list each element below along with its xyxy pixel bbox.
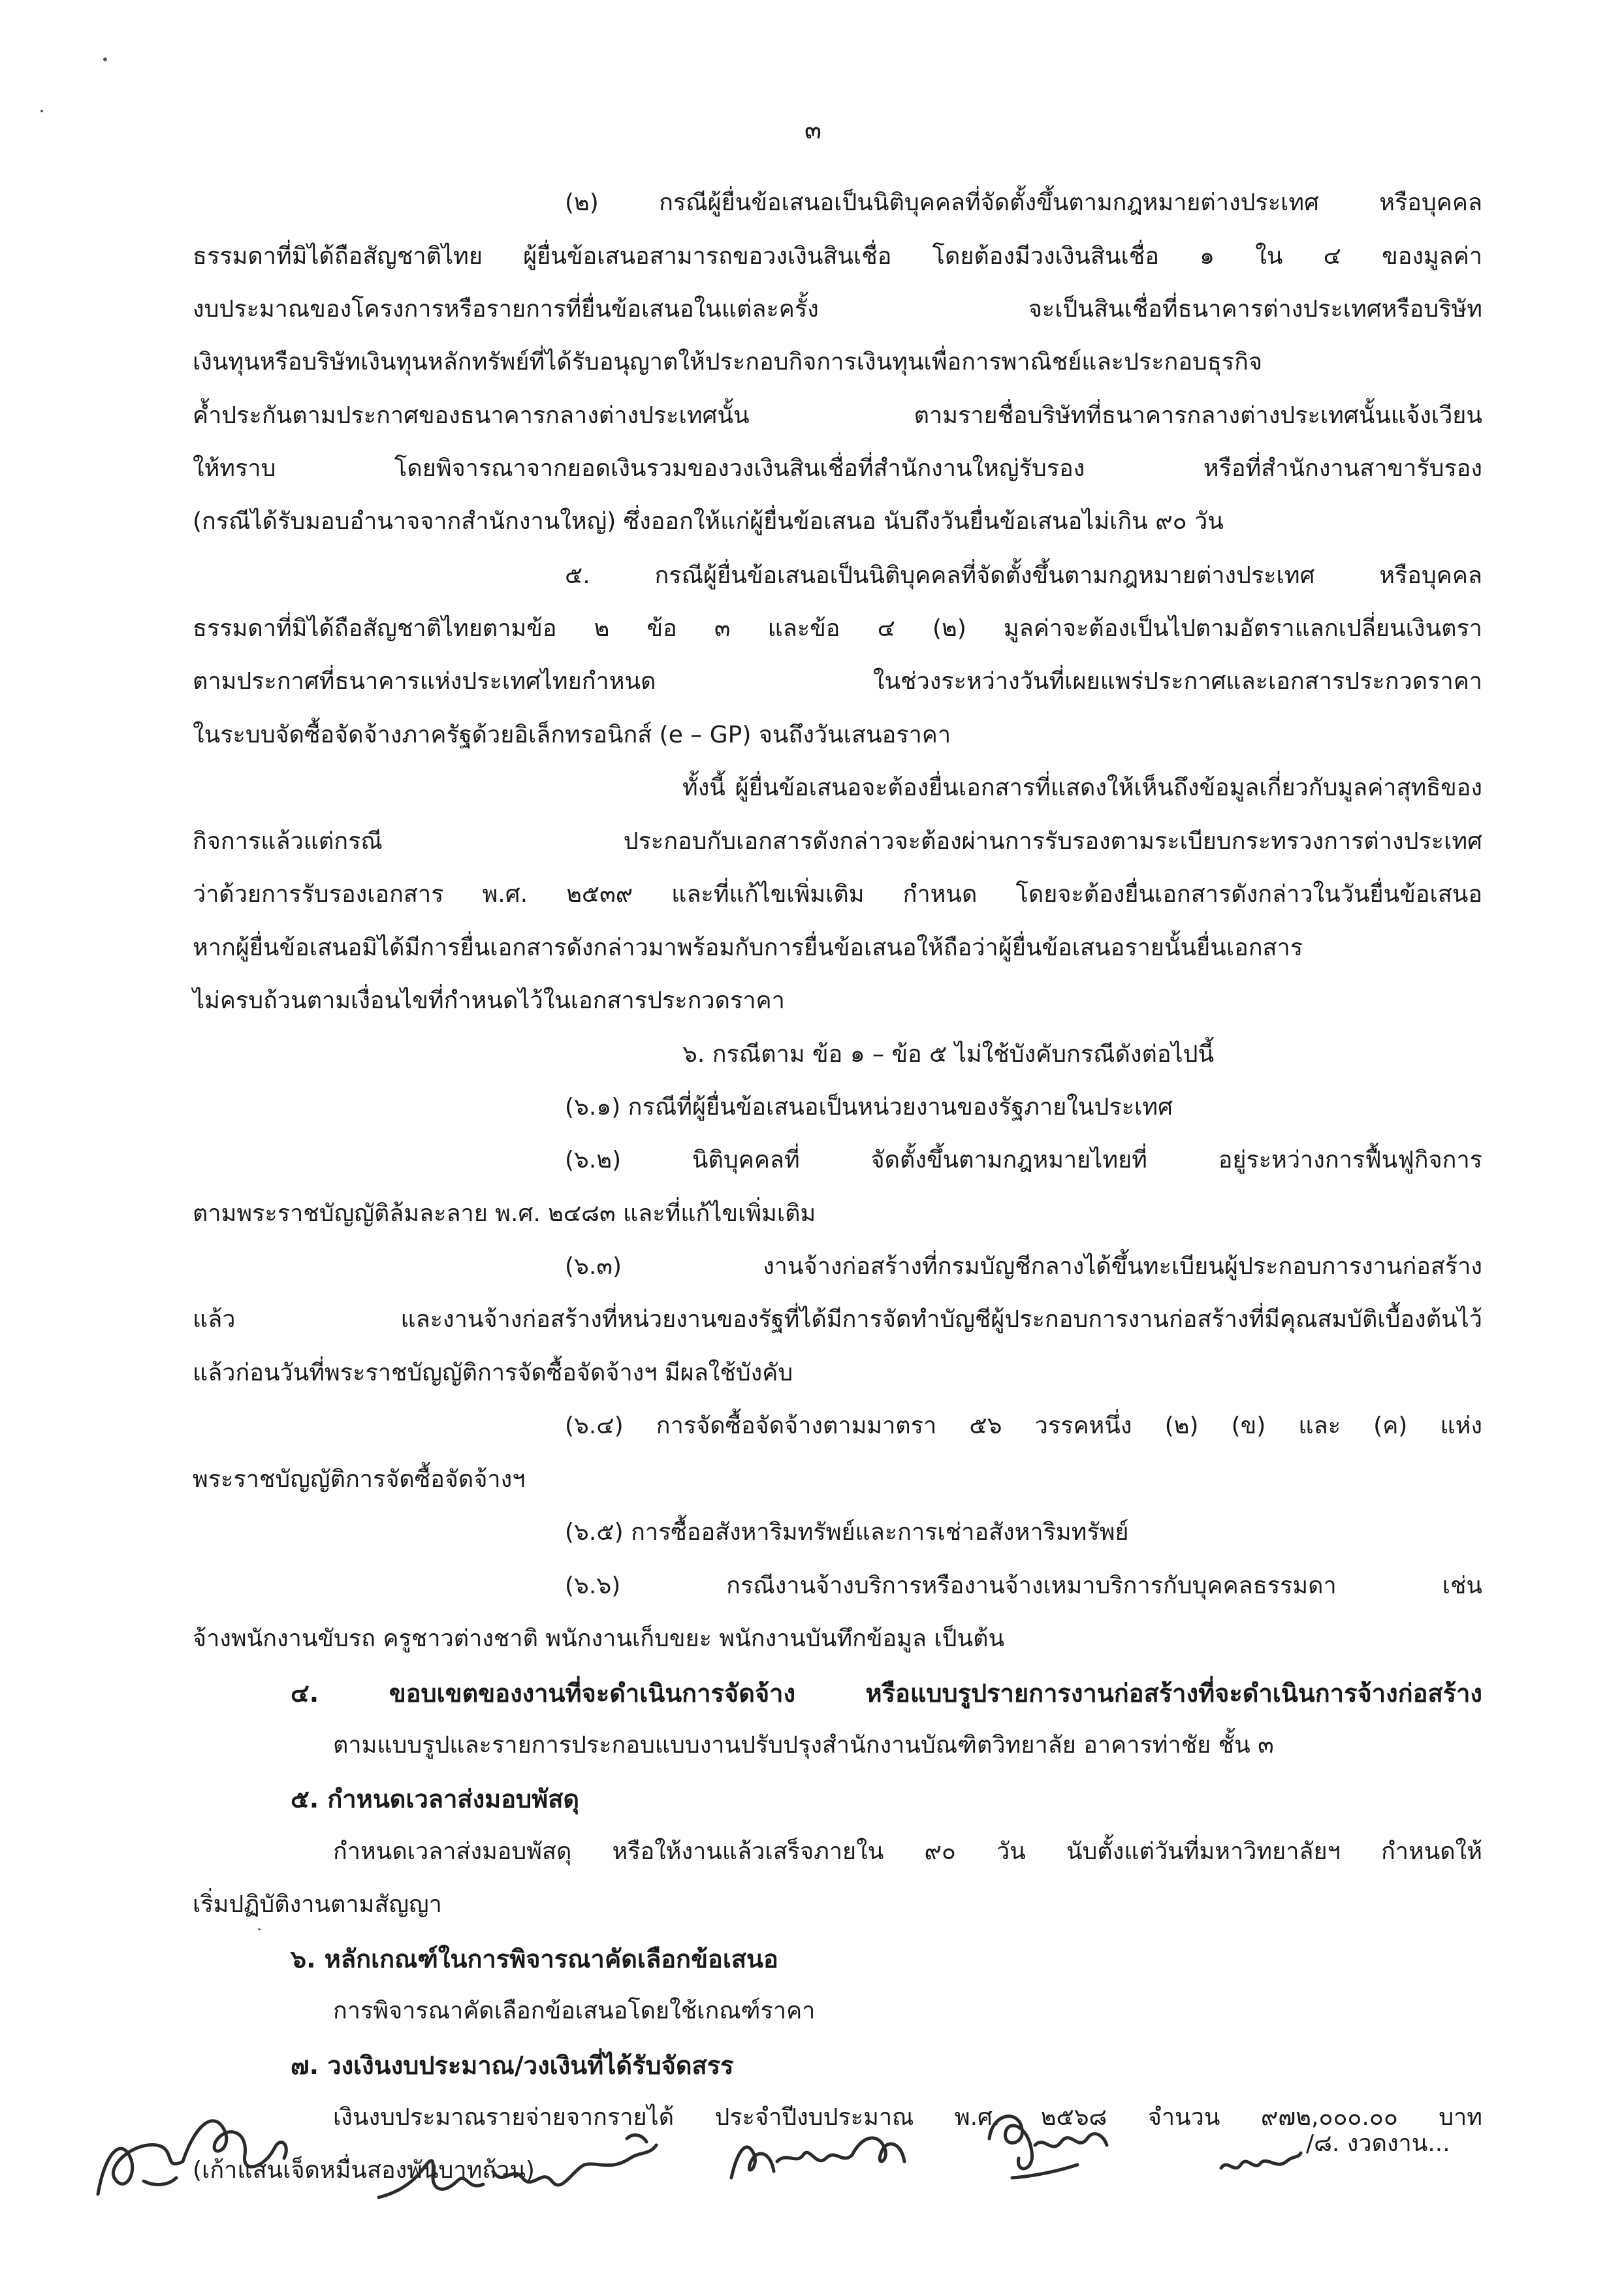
text-line: กำหนดเวลาส่งมอบพัสดุ หรือให้งานแล้วเสร็จภายใน ๙๐ วัน นับตั้งแต่วันที่มหาวิทยาลัยฯ กำหนดให้ — [333, 1838, 1482, 1865]
text-line: ตามประกาศที่ธนาคารแห่งประเทศไทยกำหนด ในช่วงระหว่างวันที่เผยแพร่ประกาศและเอกสารประกวดราคา — [193, 668, 1482, 695]
text-line: แล้วก่อนวันที่พระราชบัญญัติการจัดซื้อจัดจ้างฯ มีผลใช้บังคับ — [193, 1360, 793, 1386]
text-line: (๒) กรณีผู้ยื่นข้อเสนอเป็นนิติบุคคลที่จัดตั้งขึ้นตามกฎหมายต่างประเทศ หรือบุคคล — [565, 189, 1482, 216]
signature-2 — [369, 2126, 663, 2217]
text-line: ทั้งนี้ ผู้ยื่นข้อเสนอจะต้องยื่นเอกสารที่แสดงให้เห็นถึงข้อมูลเกี่ยวกับมูลค่าสุทธิของ — [682, 774, 1482, 801]
text-line: ๖. กรณีตาม ข้อ ๑ – ข้อ ๕ ไม่ใช้บังคับกรณีดังต่อไปนี้ — [682, 1041, 1215, 1068]
signature-3 — [718, 2116, 914, 2194]
text-line: ไม่ครบถ้วนตามเงื่อนไขที่กำหนดไว้ในเอกสารประกวดราคา — [193, 987, 785, 1014]
signature-5 — [1215, 2139, 1306, 2184]
signature-1 — [85, 2096, 300, 2207]
text-line: การพิจารณาคัดเลือกข้อเสนอโดยใช้เกณฑ์ราคา — [333, 1998, 816, 2024]
text-line: (๖.๔) การจัดซื้อจัดจ้างตามมาตรา ๕๖ วรรคหนึ่ง (๒) (ข) และ (ค) แห่ง — [565, 1412, 1482, 1439]
scan-speck — [103, 57, 107, 61]
text-line: จ้างพนักงานขับรถ ครูชาวต่างชาติ พนักงานเก็บขยะ พนักงานบันทึกข้อมูล เป็นต้น — [193, 1625, 1005, 1652]
text-line: ตามแบบรูปและรายการประกอบแบบงานปรับปรุงสำนักงานบัณฑิตวิทยาลัย อาคารท่าชัย ชั้น ๓ — [333, 1732, 1274, 1759]
continuation-note: /๘. งวดงาน... — [1306, 2130, 1450, 2157]
text-line: เงินทุนหรือบริษัทเงินทุนหลักทรัพย์ที่ได้รับอนุญาตให้ประกอบกิจการเงินทุนเพื่อการพาณิชย์และประกอบธุรกิจ — [193, 349, 1263, 375]
text-line: ค้ำประกันตามประกาศของธนาคารกลางต่างประเทศนั้น ตามรายชื่อบริษัทที่ธนาคารกลางต่างประเทศนั้นแจ้งเวียน — [193, 402, 1482, 429]
section-heading: ๔. ขอบเขตของงานที่จะดำเนินการจัดจ้าง หรือแบบรูปรายการงานก่อสร้างที่จะดำเนินการจ้างก่อสร้าง — [291, 1679, 1482, 1708]
text-line: ว่าด้วยการรับรองเอกสาร พ.ศ. ๒๕๓๙ และที่แก้ไขเพิ่มเติม กำหนด โดยจะต้องยื่นเอกสารดังกล่าวในวันยื่นข้อเสนอ — [193, 881, 1482, 908]
text-line: ธรรมดาที่มิได้ถือสัญชาติไทยตามข้อ ๒ ข้อ ๓ และข้อ ๔ (๒) มูลค่าจะต้องเป็นไปตามอัตราแลกเปลี่ยนเงินตรา — [193, 615, 1482, 642]
text-line: เงินงบประมาณรายจ่ายจากรายได้ ประจำปีงบประมาณ พ.ศ. ๒๕๖๘ จำนวน ๙๗๒,๐๐๐.๐๐ บาท — [333, 2104, 1482, 2131]
text-line: (เก้าแสนเจ็ดหมื่นสองพันบาทถ้วน) — [193, 2157, 535, 2184]
scan-speck — [40, 110, 43, 112]
text-line: (๖.๕) การซื้ออสังหาริมทรัพย์และการเช่าอสังหาริมทรัพย์ — [565, 1519, 1129, 1546]
text-line: กิจการแล้วแต่กรณี ประกอบกับเอกสารดังกล่าวจะต้องผ่านการรับรองตามระเบียบกระทรวงการต่างประเทศ — [193, 828, 1482, 855]
scan-speck — [258, 1928, 261, 1930]
text-line: แล้ว และงานจ้างก่อสร้างที่หน่วยงานของรัฐที่ได้มีการจัดทำบัญชีผู้ประกอบการงานก่อสร้างที่มีคุณสมบัติเบื้องต้นไว้ — [193, 1306, 1482, 1333]
text-line: ธรรมดาที่มิได้ถือสัญชาติไทย ผู้ยื่นข้อเสนอสามารถขอวงเงินสินเชื่อ โดยต้องมีวงเงินสินเชื่อ ๑ ใน ๔ ของมูลค่า — [193, 243, 1482, 270]
text-line: ในระบบจัดซื้อจัดจ้างภาครัฐด้วยอิเล็กทรอนิกส์ (e – GP) จนถึงวันเสนอราคา — [193, 722, 951, 748]
page-number: ๓ — [804, 116, 821, 144]
text-line: (๖.๓) งานจ้างก่อสร้างที่กรมบัญชีกลางได้ขึ้นทะเบียนผู้ประกอบการงานก่อสร้าง — [565, 1253, 1482, 1280]
section-heading: ๗. วงเงินงบประมาณ/วงเงินที่ได้รับจัดสรร — [291, 2051, 734, 2080]
text-line: (๖.๑) กรณีที่ผู้ยื่นข้อเสนอเป็นหน่วยงานของรัฐภายในประเทศ — [565, 1094, 1173, 1121]
text-line: ตามพระราชบัญญัติล้มละลาย พ.ศ. ๒๔๘๓ และที่แก้ไขเพิ่มเติม — [193, 1200, 816, 1227]
text-line: หากผู้ยื่นข้อเสนอมิได้มีการยื่นเอกสารดังกล่าวมาพร้อมกับการยื่นข้อเสนอให้ถือว่าผู้ยื่นข้อเสนอรายนั้นยื่นเอกสาร — [193, 934, 1303, 961]
section-heading: ๕. กำหนดเวลาส่งมอบพัสดุ — [291, 1785, 580, 1813]
text-line: เริ่มปฏิบัติงานตามสัญญา — [193, 1891, 442, 1918]
text-line: งบประมาณของโครงการหรือรายการที่ยื่นข้อเสนอในแต่ละครั้ง จะเป็นสินเชื่อที่ธนาคารต่างประเทศหรือบริษัท — [193, 296, 1482, 323]
text-line: (๖.๒) นิติบุคคลที่ จัดตั้งขึ้นตามกฎหมายไทยที่ อยู่ระหว่างการฟื้นฟูกิจการ — [565, 1147, 1482, 1173]
text-line: ให้ทราบ โดยพิจารณาจากยอดเงินรวมของวงเงินสินเชื่อที่สำนักงานใหญ่รับรอง หรือที่สำนักงานสาขารับรอง — [193, 455, 1482, 482]
text-line: ๕. กรณีผู้ยื่นข้อเสนอเป็นนิติบุคคลที่จัดตั้งขึ้นตามกฎหมายต่างประเทศ หรือบุคคล — [565, 562, 1482, 589]
text-line: (กรณีได้รับมอบอำนาจจากสำนักงานใหญ่) ซึ่งออกให้แก่ผู้ยื่นข้อเสนอ นับถึงวันยื่นข้อเสนอไม่เกิน ๙๐ วัน — [193, 508, 1224, 535]
signature-4 — [973, 2099, 1117, 2191]
section-heading: ๖. หลักเกณฑ์ในการพิจารณาคัดเลือกข้อเสนอ — [291, 1945, 778, 1973]
text-line: พระราชบัญญัติการจัดซื้อจัดจ้างฯ — [193, 1466, 526, 1493]
text-line: (๖.๖) กรณีงานจ้างบริการหรืองานจ้างเหมาบริการกับบุคคลธรรมดา เช่น — [565, 1572, 1482, 1599]
